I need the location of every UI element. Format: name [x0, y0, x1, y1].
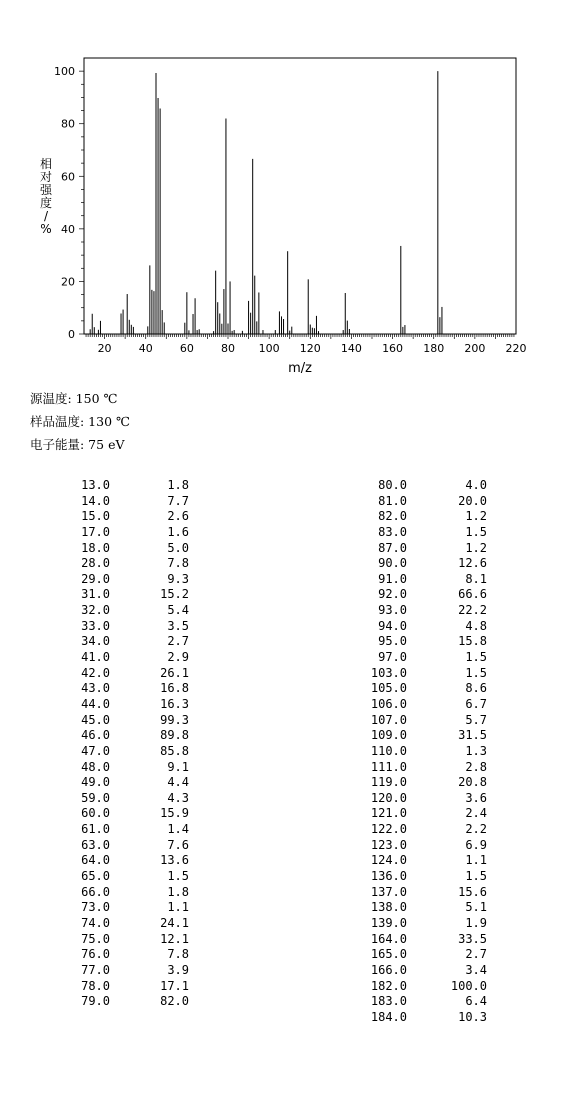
y-tick-label: 0 — [68, 328, 75, 341]
mz-value: 80.0 — [378, 478, 407, 492]
abundance-value: 85.8 — [160, 743, 189, 758]
plot-frame — [84, 58, 516, 334]
peak-row — [0, 494, 200, 510]
abundance-value: 8.1 — [465, 571, 487, 586]
abundance-value: 7.7 — [167, 493, 189, 508]
abundance-value: 1.5 — [465, 524, 487, 539]
peak-row — [300, 556, 500, 572]
abundance-value: 15.8 — [458, 634, 487, 649]
mz-value: 184.0 — [370, 1009, 407, 1024]
x-axis-label: m/z — [288, 361, 312, 376]
peak-row — [300, 822, 500, 838]
peak-row — [300, 853, 500, 869]
mz-value: 107.0 — [370, 712, 407, 727]
peak-row — [0, 556, 200, 572]
abundance-value: 1.5 — [465, 665, 487, 680]
abundance-value: 4.4 — [167, 775, 189, 790]
mz-value: 78.0 — [81, 978, 110, 993]
mz-value: 66.0 — [81, 884, 110, 899]
abundance-value: 5.7 — [465, 712, 487, 727]
peak-row — [300, 650, 500, 666]
mz-value: 165.0 — [370, 947, 407, 962]
abundance-value: 3.9 — [167, 962, 189, 977]
peak-row — [0, 979, 200, 995]
abundance-value: 1.1 — [465, 853, 487, 868]
abundance-value: 2.7 — [167, 634, 189, 649]
abundance-value: 1.9 — [465, 915, 487, 930]
peak-row — [0, 838, 200, 854]
abundance-value: 3.4 — [465, 962, 487, 977]
peak-table-left — [0, 478, 200, 1010]
peak-row — [0, 728, 200, 744]
peak-row — [300, 619, 500, 635]
abundance-value: 9.1 — [167, 759, 189, 774]
peak-row — [0, 822, 200, 838]
abundance-value: 7.8 — [167, 556, 189, 571]
peak-table-right — [300, 478, 500, 1025]
abundance-value: 15.2 — [160, 587, 189, 602]
abundance-value: 16.3 — [160, 696, 189, 711]
x-tick-label: 60 — [179, 342, 194, 355]
peak-row — [0, 541, 200, 557]
mz-value: 64.0 — [81, 853, 110, 868]
mz-value: 123.0 — [370, 837, 407, 852]
abundance-value: 6.4 — [465, 994, 487, 1009]
peak-row — [0, 681, 200, 697]
mz-value: 95.0 — [378, 634, 407, 649]
peak-row — [0, 932, 200, 948]
mz-value: 82.0 — [378, 509, 407, 524]
abundance-value: 20.8 — [458, 775, 487, 790]
mz-value: 75.0 — [81, 931, 110, 946]
y-tick-label: 80 — [61, 117, 75, 131]
abundance-value: 2.2 — [465, 822, 487, 837]
mz-value: 109.0 — [370, 728, 407, 743]
x-tick-label: 160 — [382, 342, 404, 355]
abundance-value: 2.8 — [465, 759, 487, 774]
abundance-value: 12.6 — [458, 556, 487, 571]
mz-value: 42.0 — [81, 665, 110, 680]
abundance-value: 5.4 — [167, 603, 189, 618]
peak-row — [0, 572, 200, 588]
mz-value: 97.0 — [378, 650, 407, 665]
x-tick-label: 200 — [464, 342, 486, 355]
mz-value: 183.0 — [370, 994, 407, 1009]
abundance-value: 9.3 — [167, 571, 189, 586]
axis-ticks — [79, 71, 514, 339]
abundance-value: 24.1 — [160, 915, 189, 930]
abundance-value: 16.8 — [160, 681, 189, 696]
abundance-value: 33.5 — [458, 931, 487, 946]
peak-row — [0, 634, 200, 650]
mz-value: 121.0 — [370, 806, 407, 821]
abundance-value: 15.6 — [458, 884, 487, 899]
peak-row — [0, 791, 200, 807]
peak-row — [300, 1010, 500, 1026]
y-tick-label: 40 — [61, 222, 75, 236]
x-tick-label: 80 — [221, 342, 235, 355]
abundance-value: 1.5 — [167, 869, 189, 884]
peak-row — [300, 963, 500, 979]
y-tick-label: 100 — [54, 65, 75, 79]
mz-value: 44.0 — [81, 696, 110, 711]
mz-value: 28.0 — [81, 556, 110, 571]
abundance-value: 1.5 — [465, 650, 487, 665]
peak-row — [0, 619, 200, 635]
abundance-value: 15.9 — [160, 806, 189, 821]
peak-row — [300, 541, 500, 557]
abundance-value: 1.6 — [167, 524, 189, 539]
peak-row — [300, 932, 500, 948]
mz-value: 63.0 — [81, 837, 110, 852]
mz-value: 46.0 — [81, 728, 110, 743]
abundance-value: 8.6 — [465, 681, 487, 696]
abundance-value: 7.6 — [167, 837, 189, 852]
mz-value: 92.0 — [378, 587, 407, 602]
mz-value: 41.0 — [81, 650, 110, 665]
peak-row — [300, 634, 500, 650]
peak-row — [300, 666, 500, 682]
x-tick-label: 140 — [340, 342, 362, 355]
peak-row — [300, 728, 500, 744]
mz-value: 29.0 — [81, 571, 110, 586]
mass-spectrum-chart — [0, 0, 570, 385]
x-tick-label: 180 — [423, 342, 445, 355]
mz-value: 33.0 — [81, 618, 110, 633]
peak-row — [300, 900, 500, 916]
peak-row — [0, 853, 200, 869]
abundance-value: 20.0 — [458, 493, 487, 508]
mz-value: 106.0 — [370, 696, 407, 711]
mz-value: 93.0 — [378, 603, 407, 618]
peak-row — [0, 806, 200, 822]
mz-value: 137.0 — [370, 884, 407, 899]
mz-value: 61.0 — [81, 822, 110, 837]
peak-row — [300, 603, 500, 619]
peak-row — [0, 509, 200, 525]
peak-row — [300, 744, 500, 760]
abundance-value: 26.1 — [160, 665, 189, 680]
mz-value: 48.0 — [81, 759, 110, 774]
x-tick-label: 220 — [505, 342, 527, 355]
mz-value: 60.0 — [81, 806, 110, 821]
mz-value: 111.0 — [370, 759, 407, 774]
mz-value: 138.0 — [370, 900, 407, 915]
abundance-value: 7.8 — [167, 947, 189, 962]
peak-row — [300, 916, 500, 932]
mz-value: 31.0 — [81, 587, 110, 602]
peak-row — [300, 979, 500, 995]
mz-value: 120.0 — [370, 790, 407, 805]
peak-row — [300, 760, 500, 776]
mz-value: 32.0 — [81, 603, 110, 618]
mz-value: 83.0 — [378, 524, 407, 539]
abundance-value: 31.5 — [458, 728, 487, 743]
mz-value: 14.0 — [81, 493, 110, 508]
abundance-value: 22.2 — [458, 603, 487, 618]
abundance-value: 4.3 — [167, 790, 189, 805]
peak-row — [0, 869, 200, 885]
peak-row — [0, 744, 200, 760]
mz-value: 45.0 — [81, 712, 110, 727]
sample-temperature: 样品温度: 130 ℃ — [30, 414, 131, 429]
mz-value: 34.0 — [81, 634, 110, 649]
peak-row — [300, 494, 500, 510]
peak-row — [300, 806, 500, 822]
mz-value: 79.0 — [81, 994, 110, 1009]
abundance-value: 2.9 — [167, 650, 189, 665]
mz-value: 122.0 — [370, 822, 407, 837]
x-tick-label: 20 — [97, 342, 112, 355]
mz-value: 87.0 — [378, 540, 407, 555]
abundance-value: 17.1 — [160, 978, 189, 993]
abundance-value: 1.8 — [167, 478, 189, 492]
peak-row — [300, 478, 500, 494]
mz-value: 77.0 — [81, 962, 110, 977]
mz-value: 139.0 — [370, 915, 407, 930]
x-tick-labels — [98, 342, 527, 355]
x-tick-label: 40 — [138, 342, 153, 355]
mz-value: 49.0 — [81, 775, 110, 790]
abundance-value: 6.9 — [465, 837, 487, 852]
peak-row — [300, 681, 500, 697]
peak-row — [300, 947, 500, 963]
mz-value: 17.0 — [81, 524, 110, 539]
abundance-value: 6.7 — [465, 696, 487, 711]
peak-row — [300, 587, 500, 603]
peak-row — [300, 885, 500, 901]
peak-row — [0, 775, 200, 791]
mz-value: 94.0 — [378, 618, 407, 633]
mz-value: 136.0 — [370, 869, 407, 884]
abundance-value: 5.1 — [465, 900, 487, 915]
peak-row — [300, 838, 500, 854]
electron-energy: 电子能量: 75 eV — [30, 437, 125, 452]
mz-value: 119.0 — [370, 775, 407, 790]
x-tick-label: 100 — [258, 342, 280, 355]
mz-value: 73.0 — [81, 900, 110, 915]
mz-value: 124.0 — [370, 853, 407, 868]
peak-row — [300, 525, 500, 541]
peak-row — [0, 603, 200, 619]
mz-value: 164.0 — [370, 931, 407, 946]
peak-row — [300, 994, 500, 1010]
peak-row — [0, 525, 200, 541]
abundance-value: 4.0 — [465, 478, 487, 492]
abundance-value: 2.6 — [167, 509, 189, 524]
peak-row — [300, 572, 500, 588]
abundance-value: 3.5 — [167, 618, 189, 633]
abundance-value: 89.8 — [160, 728, 189, 743]
source-temperature: 源温度: 150 ℃ — [30, 391, 118, 406]
mz-value: 90.0 — [378, 556, 407, 571]
peak-row — [0, 947, 200, 963]
peak-row — [0, 478, 200, 494]
y-tick-labels — [54, 65, 75, 341]
peak-row — [0, 713, 200, 729]
abundance-value: 3.6 — [465, 790, 487, 805]
x-tick-label: 120 — [299, 342, 321, 355]
abundance-value: 1.4 — [167, 822, 189, 837]
abundance-value: 1.1 — [167, 900, 189, 915]
peak-row — [300, 869, 500, 885]
abundance-value: 2.7 — [465, 947, 487, 962]
y-tick-label: 20 — [61, 275, 75, 289]
abundance-value: 100.0 — [450, 978, 487, 993]
mz-value: 43.0 — [81, 681, 110, 696]
mz-value: 15.0 — [81, 509, 110, 524]
peak-row — [300, 509, 500, 525]
mz-value: 110.0 — [370, 743, 407, 758]
y-axis-label: 相对强度/ % — [39, 157, 53, 236]
mz-value: 74.0 — [81, 915, 110, 930]
mz-value: 76.0 — [81, 947, 110, 962]
mz-value: 65.0 — [81, 869, 110, 884]
abundance-value: 99.3 — [160, 712, 189, 727]
mz-value: 59.0 — [81, 790, 110, 805]
peak-row — [0, 900, 200, 916]
abundance-value: 12.1 — [160, 931, 189, 946]
abundance-value: 13.6 — [160, 853, 189, 868]
mz-value: 18.0 — [81, 540, 110, 555]
peak-row — [0, 697, 200, 713]
peak-row — [300, 697, 500, 713]
abundance-value: 2.4 — [465, 806, 487, 821]
peak-row — [0, 587, 200, 603]
abundance-value: 1.2 — [465, 509, 487, 524]
mz-value: 166.0 — [370, 962, 407, 977]
mz-value: 105.0 — [370, 681, 407, 696]
peak-row — [0, 650, 200, 666]
mz-value: 103.0 — [370, 665, 407, 680]
abundance-value: 1.3 — [465, 743, 487, 758]
abundance-value: 4.8 — [465, 618, 487, 633]
peak-row — [0, 963, 200, 979]
abundance-value: 66.6 — [458, 587, 487, 602]
mz-value: 47.0 — [81, 743, 110, 758]
abundance-value: 10.3 — [458, 1009, 487, 1024]
peak-row — [0, 916, 200, 932]
mz-value: 81.0 — [378, 493, 407, 508]
y-tick-label: 60 — [61, 170, 75, 184]
abundance-value: 1.5 — [465, 869, 487, 884]
peak-row — [300, 791, 500, 807]
mz-value: 182.0 — [370, 978, 407, 993]
abundance-value: 1.8 — [167, 884, 189, 899]
peak-row — [300, 775, 500, 791]
mz-value: 91.0 — [378, 571, 407, 586]
mz-value: 13.0 — [81, 478, 110, 492]
peak-row — [0, 666, 200, 682]
peak-row — [0, 760, 200, 776]
peak-bars — [90, 71, 442, 334]
peak-row — [300, 713, 500, 729]
abundance-value: 1.2 — [465, 540, 487, 555]
abundance-value: 82.0 — [160, 994, 189, 1009]
peak-row — [0, 885, 200, 901]
peak-row — [0, 994, 200, 1010]
abundance-value: 5.0 — [167, 540, 189, 555]
